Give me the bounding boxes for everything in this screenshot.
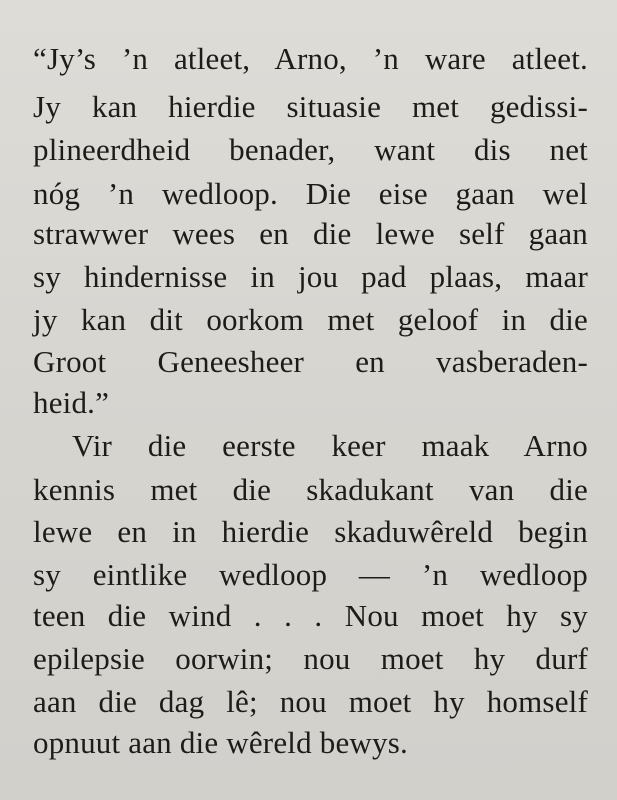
text-line: heid.” <box>33 385 110 420</box>
text-line: lewe en in hierdie skaduwêreld begin <box>33 514 588 549</box>
text-line: Groot Geneesheer en vasberaden- <box>33 344 588 379</box>
text-line: Jy kan hierdie situasie met gedissi- <box>33 89 588 124</box>
text-line: Vir die eerste keer maak Arno <box>72 428 588 463</box>
text-line: “Jy’s ’n atleet, Arno, ’n ware atleet. <box>33 41 588 76</box>
text-line: jy kan dit oorkom met geloof in die <box>33 302 588 337</box>
text-line: epilepsie oorwin; nou moet hy durf <box>33 641 588 676</box>
text-line: plineerdheid benader, want dis net <box>33 132 588 167</box>
text-line: strawwer wees en die lewe self gaan <box>33 216 588 251</box>
text-line: kennis met die skadukant van die <box>33 472 588 507</box>
text-line: aan die dag lê; nou moet hy homself <box>33 684 588 719</box>
text-line: opnuut aan die wêreld bewys. <box>33 725 408 760</box>
text-line: sy hindernisse in jou pad plaas, maar <box>33 259 588 294</box>
text-line: sy eintlike wedloop — ’n wedloop <box>33 557 588 592</box>
text-line: teen die wind . . . Nou moet hy sy <box>33 598 588 633</box>
text-line: nóg ’n wedloop. Die eise gaan wel <box>33 176 588 211</box>
